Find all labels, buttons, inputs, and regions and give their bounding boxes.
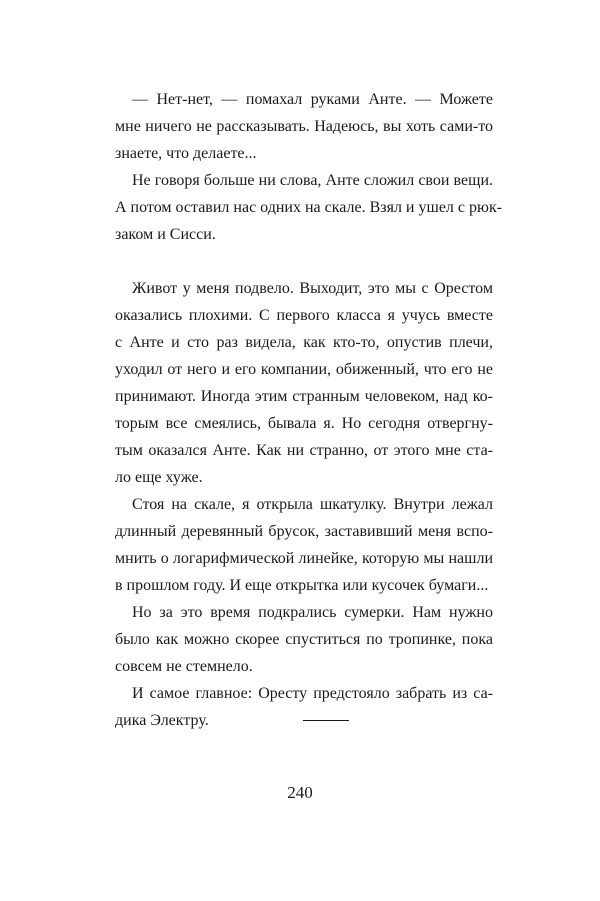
text-line: принимают. Иногда этим странным человеком, над ко-	[115, 388, 493, 405]
text-line: Стоя на скале, я открыла шкатулку. Внутри лежал	[132, 496, 493, 513]
text-line: И самое главное: Оресту предстояло забрать из са-	[132, 685, 493, 702]
text-line: торым все смеялись, бывала я. Но сегодня отвергну-	[115, 415, 493, 432]
text-line: А потом оставил нас одних на скале. Взял и ушел с рюк-	[115, 199, 503, 216]
text-line: в прошлом году. И еще открытка или кусочек бумаги...	[115, 577, 489, 594]
text-line: Живот у меня подвело. Выходит, это мы с Орестом	[132, 280, 493, 297]
body-text	[115, 91, 503, 739]
text-line: ло еще хуже.	[115, 469, 203, 486]
text-line: знаете, что делаете...	[115, 145, 257, 162]
text-line: заком и Сисси.	[115, 226, 216, 243]
paragraph-gap	[115, 253, 493, 280]
text-line: дика Электру.	[115, 712, 209, 729]
paragraph	[115, 91, 493, 172]
text-line: Но за это время подкрались сумерки. Нам нужно	[132, 604, 493, 621]
text-line: с Анте и сто раз видела, как кто-то, опустив плечи,	[115, 334, 493, 351]
text-line: мне ничего не рассказывать. Надеюсь, вы хоть сами-то	[115, 118, 493, 135]
text-line: мнить о логарифмической линейке, которую мы нашли	[115, 550, 493, 567]
text-line: тым оказался Анте. Как ни странно, от этого мне ста-	[115, 442, 493, 459]
paragraph	[115, 685, 493, 739]
page-number: 240	[287, 783, 313, 802]
paragraph	[115, 604, 493, 685]
text-line: совсем не стемнело.	[115, 658, 253, 675]
text-line: Не говоря больше ни слова, Анте сложил свои вещи.	[132, 172, 493, 189]
text-line: было как можно скорее спуститься по тропинке, пока	[115, 631, 493, 648]
text-line: оказались плохими. С первого класса я учусь вместе	[115, 307, 493, 324]
text-line: — Нет-нет, — помахал руками Анте. — Можете	[132, 91, 493, 108]
text-line: уходил от него и его компании, обиженный, что его не	[115, 361, 493, 378]
paragraph	[115, 496, 493, 604]
paragraph	[115, 172, 503, 253]
section-divider	[303, 720, 349, 721]
paragraph	[115, 280, 493, 496]
text-line: длинный деревянный брусок, заставивший меня вспо-	[115, 523, 493, 540]
